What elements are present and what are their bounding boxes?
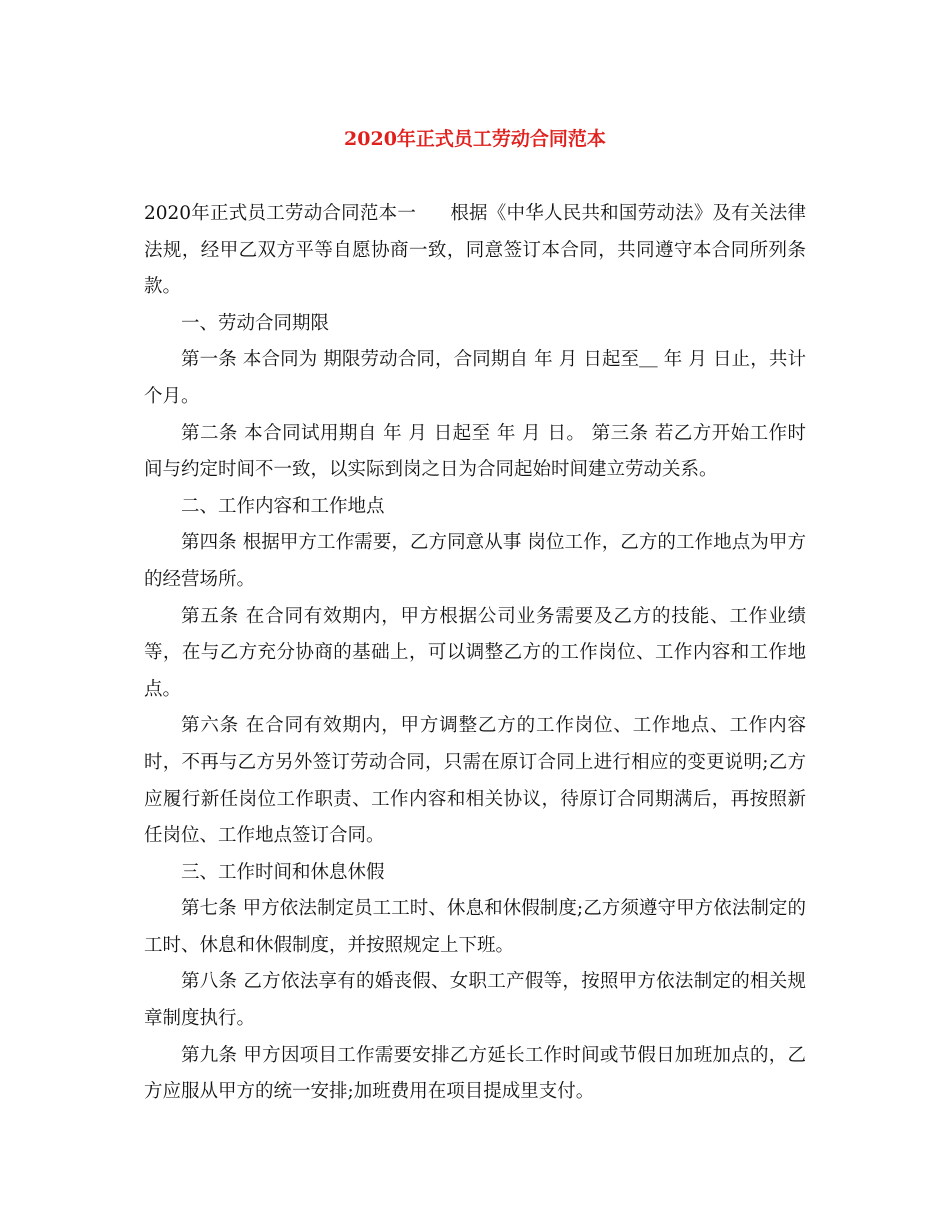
intro-text: 根据《中华人民共和国劳动法》及有关法律法规，经甲乙双方平等自愿协商一致，同意签订本合同，共同遵守本合同所列条款。	[144, 203, 806, 298]
intro-heading: 2020年正式员工劳动合同范本一	[144, 203, 417, 224]
article-5: 第五条 在合同有效期内，甲方根据公司业务需要及乙方的技能、工作业绩等，在与乙方充分协商的基础上，可以调整乙方的工作岗位、工作内容和工作地点。	[144, 605, 806, 700]
document-body	[144, 196, 806, 1111]
section-heading-3: 三、工作时间和休息休假	[181, 861, 385, 883]
article-9: 第九条 甲方因项目工作需要安排乙方延长工作时间或节假日加班加点的，乙方应服从甲方的统一安排;加班费用在项目提成里支付。	[144, 1044, 806, 1103]
document-title: 2020年正式员工劳动合同范本	[344, 128, 606, 150]
article-8: 第八条 乙方依法享有的婚丧假、女职工产假等，按照甲方依法制定的相关规章制度执行。	[144, 971, 806, 1030]
section-heading-2: 二、工作内容和工作地点	[181, 495, 385, 517]
article-2-3: 第二条 本合同试用期自 年 月 日起至 年 月 日。 第三条 若乙方开始工作时间与约定时间不一致，以实际到岗之日为合同起始时间建立劳动关系。	[144, 422, 806, 481]
article-6: 第六条 在合同有效期内，甲方调整乙方的工作岗位、工作地点、工作内容时，不再与乙方另外签订劳动合同，只需在原订合同上进行相应的变更说明;乙方应履行新任岗位工作职责、工作内容和相关协议，待原订合同期满后，再按照新任岗位、工作地点签订合同。	[144, 715, 806, 847]
article-1: 第一条 本合同为 期限劳动合同，合同期自 年 月 日起至＿ 年 月 日止，共计 个月。	[144, 349, 806, 407]
intro-paragraph	[144, 196, 806, 306]
article-4: 第四条 根据甲方工作需要，乙方同意从事 岗位工作，乙方的工作地点为甲方的经营场所。	[144, 532, 806, 590]
article-7: 第七条 甲方依法制定员工工时、休息和休假制度;乙方须遵守甲方依法制定的工时、休息和休假制度，并按照规定上下班。	[144, 898, 806, 956]
section-heading-1: 一、劳动合同期限	[181, 312, 330, 334]
